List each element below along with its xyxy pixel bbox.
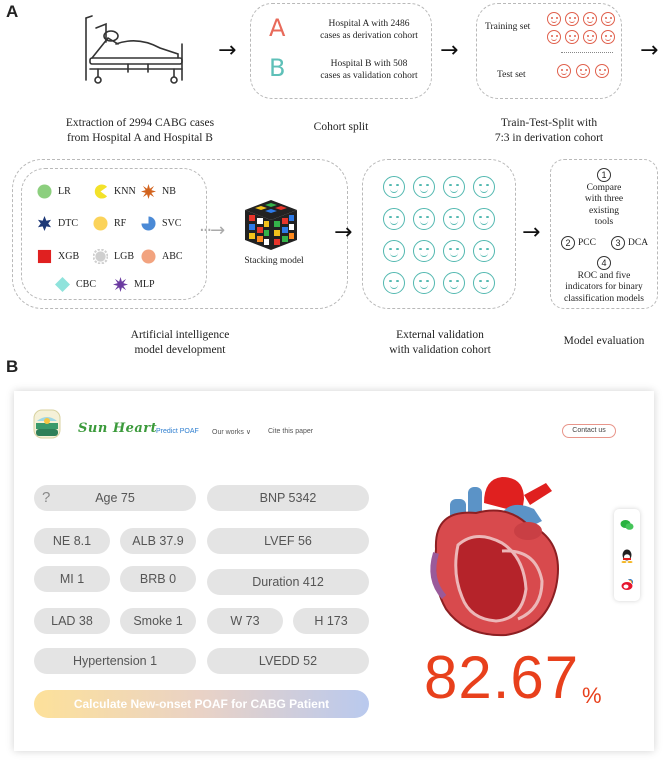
patient-face-icon	[443, 240, 465, 262]
burst-icon	[113, 277, 128, 292]
patient-face-icon	[565, 30, 579, 44]
arrow-right-icon: →	[522, 220, 541, 245]
patient-face-icon	[443, 208, 465, 230]
ext-caption-line2: with validation cohort	[389, 344, 491, 356]
hospital-b-line2: cases as validation cohort	[320, 71, 418, 81]
stacking-label: Stacking model	[244, 256, 304, 266]
number-3-icon: 3	[611, 236, 625, 250]
model-label: KNN	[114, 186, 136, 197]
train-test-box	[476, 3, 622, 99]
hospital-a-line2: cases as derivation cohort	[320, 31, 418, 41]
patient-face-icon	[601, 30, 615, 44]
patient-face-icon	[413, 176, 435, 198]
model-mlp	[113, 277, 155, 292]
hospital-a-line1: Hospital A with 2486	[328, 19, 410, 29]
split-divider	[561, 52, 613, 53]
pie-icon	[141, 216, 156, 231]
result-value: 82.67	[424, 644, 580, 711]
patient-face-icon	[565, 12, 579, 26]
rubiks-cube-icon	[241, 196, 301, 252]
ai-caption-line1: Artificial intelligence	[130, 329, 230, 341]
training-set-label: Training set	[485, 22, 531, 32]
eval-item-3	[611, 236, 648, 250]
eval-text-1-line1: Compare	[586, 182, 622, 193]
social-sidebar	[614, 509, 640, 601]
model-dtc	[37, 216, 78, 231]
arrow-right-icon: →	[334, 220, 353, 245]
model-label: LGB	[114, 251, 134, 262]
cohort-split-caption: Cohort split	[313, 121, 369, 133]
model-label: DTC	[58, 218, 78, 229]
pacman-icon	[93, 184, 108, 199]
eval-text-1-line2: with three	[584, 194, 624, 204]
patient-face-icon	[443, 272, 465, 294]
patient-face-icon	[576, 64, 590, 78]
chevron-down-icon: ∨	[245, 429, 251, 436]
model-rf	[93, 216, 126, 231]
patient-face-icon	[583, 30, 597, 44]
age-field[interactable]	[34, 485, 196, 511]
nav-our-works[interactable]	[212, 428, 251, 436]
model-label: SVC	[162, 218, 182, 229]
ext-caption-line1: External validation	[396, 329, 484, 341]
hospital-b-letter: B	[269, 54, 286, 82]
hospital-a-text	[309, 18, 429, 42]
hospital-bed-icon	[78, 14, 190, 88]
eval-text-3: DCA	[628, 238, 649, 248]
hospital-b-line1: Hospital B with 508	[330, 59, 408, 69]
eval-text-4-line2: indicators for binary	[565, 282, 643, 292]
extraction-caption-line1: Extraction of 2994 CABG cases	[65, 117, 215, 129]
tts-caption-line2: 7:3 in derivation cohort	[494, 132, 604, 144]
eval-text-1-line3: existing	[588, 205, 620, 216]
arrow-right-icon: →	[440, 38, 459, 63]
result-unit: %	[582, 683, 602, 708]
eval-item-1	[551, 168, 657, 229]
patient-face-icon	[547, 12, 561, 26]
mi-field[interactable]: MI 1	[34, 566, 110, 592]
model-xgb	[37, 249, 79, 264]
patient-face-icon	[583, 12, 597, 26]
eval-item-4	[551, 256, 657, 305]
bnp-field[interactable]: BNP 5342	[207, 485, 369, 511]
heart-anatomy-icon	[406, 469, 576, 639]
alb-field[interactable]: ALB 37.9	[120, 528, 196, 554]
weight-field[interactable]: W 73	[207, 608, 283, 634]
height-field[interactable]: H 173	[293, 608, 369, 634]
ne-field[interactable]: NE 8.1	[34, 528, 110, 554]
burst-icon	[141, 184, 156, 199]
patient-face-icon	[473, 240, 495, 262]
contact-us-button[interactable]: Contact us	[562, 424, 616, 438]
circle-icon	[37, 184, 52, 199]
age-value: Age 75	[95, 491, 135, 505]
duration-field[interactable]: Duration 412	[207, 569, 369, 595]
model-abc	[141, 249, 183, 264]
patient-face-icon	[473, 272, 495, 294]
ai-caption-line2: model development	[134, 344, 226, 356]
model-evaluation-caption: Model evaluation	[563, 335, 645, 347]
number-4-icon: 4	[597, 256, 611, 270]
cohort-split-box	[250, 3, 432, 99]
model-knn	[93, 184, 136, 199]
gear-icon	[93, 249, 108, 264]
sun-heart-logo-icon	[33, 409, 61, 439]
lvef-field[interactable]: LVEF 56	[207, 528, 369, 554]
hypertension-field[interactable]: Hypertension 1	[34, 648, 196, 674]
diamond-icon	[55, 277, 70, 292]
nav-predict-poaf[interactable]: Predict POAF	[156, 428, 199, 435]
train-test-caption	[466, 116, 632, 146]
lvedd-field[interactable]: LVEDD 52	[207, 648, 369, 674]
model-svc	[141, 216, 181, 231]
patient-face-icon	[601, 12, 615, 26]
model-lr	[37, 184, 71, 199]
arrow-right-icon: →	[640, 38, 659, 63]
model-label: LR	[58, 186, 71, 197]
patient-face-icon	[383, 272, 405, 294]
eval-text-4-line1: ROC and five	[577, 270, 631, 281]
arrow-right-icon: →	[218, 38, 237, 63]
star-icon	[37, 216, 52, 231]
patient-face-icon	[413, 272, 435, 294]
circle-icon	[93, 216, 108, 231]
patient-face-icon	[383, 208, 405, 230]
dotted-arrow-icon: ···→	[199, 220, 224, 241]
number-2-icon: 2	[561, 236, 575, 250]
nav-cite-paper[interactable]: Cite this paper	[268, 428, 314, 435]
patient-face-icon	[443, 176, 465, 198]
hospital-b-text	[309, 58, 429, 82]
model-label: XGB	[58, 251, 80, 262]
model-label: ABC	[162, 251, 183, 262]
sun-heart-webapp	[14, 391, 654, 751]
external-validation-box	[362, 159, 516, 309]
panel-b-label: B	[6, 357, 19, 376]
wechat-icon[interactable]	[620, 519, 634, 531]
calculate-button[interactable]: Calculate New-onset POAF for CABG Patient	[34, 690, 369, 718]
model-nb	[141, 184, 176, 199]
extraction-caption-line2: from Hospital A and Hospital B	[67, 132, 213, 144]
eval-item-2	[561, 236, 596, 250]
brand-name: Sun Heart	[78, 421, 158, 436]
external-validation-caption	[352, 328, 528, 358]
model-evaluation-box	[550, 159, 658, 309]
patient-face-icon	[413, 208, 435, 230]
model-label: MLP	[134, 279, 155, 290]
patient-face-icon	[547, 30, 561, 44]
brb-field[interactable]: BRB 0	[120, 566, 196, 592]
qq-icon[interactable]	[621, 549, 633, 563]
extraction-caption	[40, 116, 240, 146]
hospital-a-letter: A	[269, 14, 286, 42]
patient-face-icon	[595, 64, 609, 78]
ai-caption	[80, 328, 280, 358]
model-lgb	[93, 249, 134, 264]
circle-icon	[141, 249, 156, 264]
tts-caption-line1: Train-Test-Split with	[500, 117, 598, 129]
eval-text-1-line4: tools	[594, 217, 614, 227]
smoke-field[interactable]: Smoke 1	[120, 608, 196, 634]
patient-face-icon	[473, 176, 495, 198]
lad-field[interactable]: LAD 38	[34, 608, 110, 634]
help-icon: ?	[42, 489, 51, 506]
patient-face-icon	[413, 240, 435, 262]
model-cbc	[55, 277, 96, 292]
ai-model-box	[12, 159, 348, 309]
eval-text-4-line3: classification models	[564, 293, 644, 304]
weibo-icon[interactable]	[621, 579, 633, 591]
patient-face-icon	[557, 64, 571, 78]
number-1-icon: 1	[597, 168, 611, 182]
patient-face-icon	[383, 176, 405, 198]
test-set-label: Test set	[497, 70, 526, 80]
model-label: RF	[114, 218, 127, 229]
panel-a-label: A	[6, 2, 19, 21]
model-label: NB	[162, 186, 176, 197]
patient-face-icon	[383, 240, 405, 262]
eval-text-2: PCC	[578, 238, 596, 248]
square-icon	[37, 249, 52, 264]
patient-face-icon	[473, 208, 495, 230]
model-label: CBC	[76, 279, 97, 290]
nav-our-works-label: Our works	[212, 429, 244, 436]
